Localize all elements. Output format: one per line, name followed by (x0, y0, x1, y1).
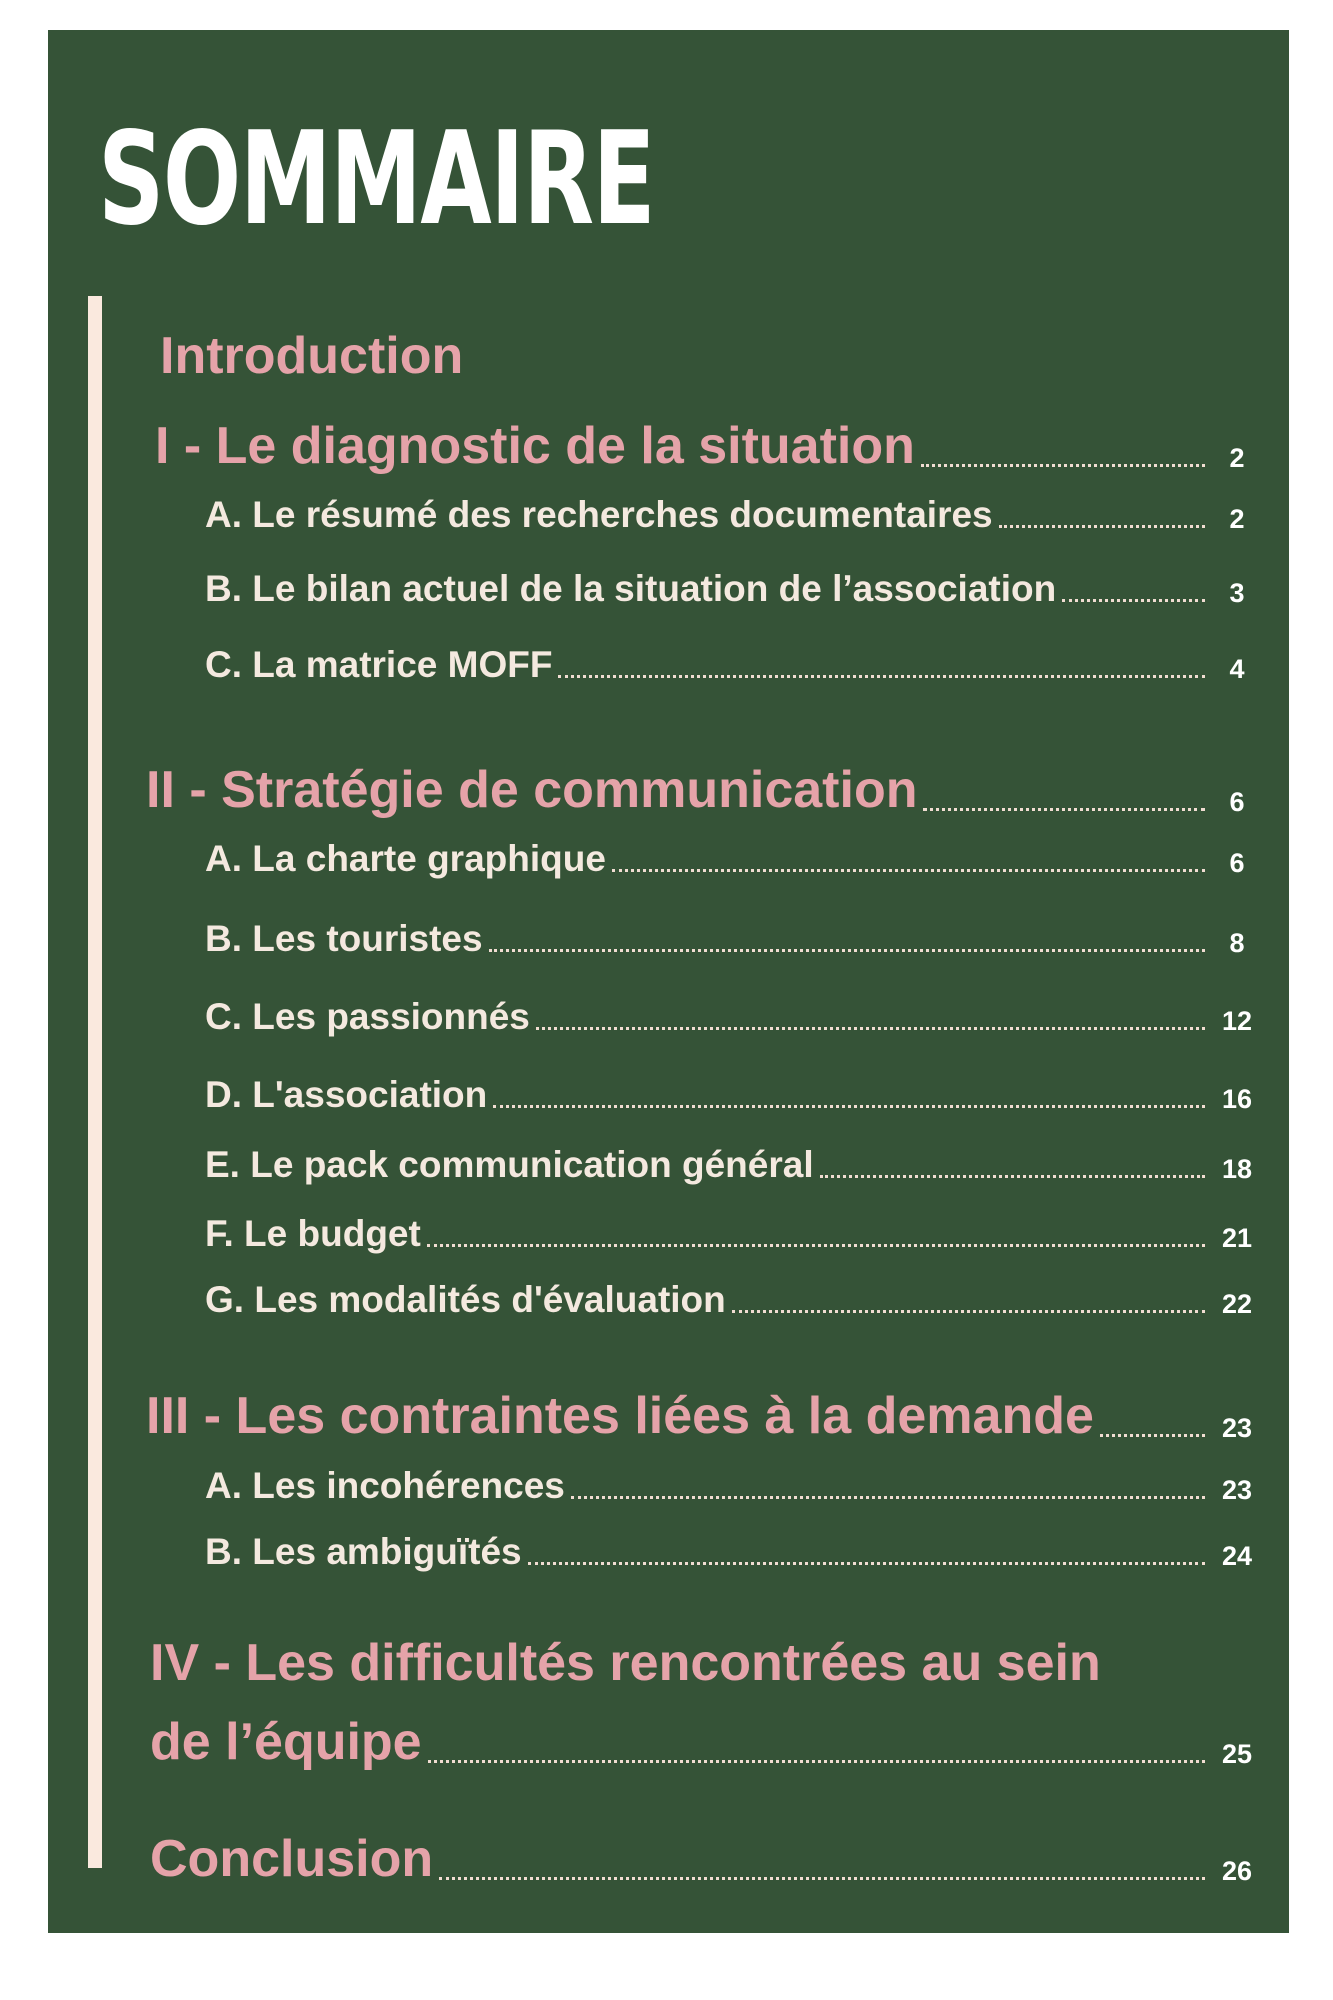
toc-entry-section-3[interactable] (146, 1387, 1255, 1445)
toc-entry-introduction[interactable] (160, 327, 1260, 385)
dot-leader (558, 675, 1205, 678)
toc-entry-label: A. Le résumé des recherches documentaires (205, 494, 993, 535)
toc-entry-section-2-b[interactable] (205, 920, 1255, 957)
page-number: 25 (1221, 1739, 1253, 1769)
dot-leader (923, 808, 1205, 811)
toc-entry-section-2-g[interactable] (205, 1281, 1255, 1318)
page-number: 8 (1229, 928, 1245, 958)
toc-entry-label: Conclusion (150, 1830, 434, 1888)
toc-entry-section-2[interactable] (146, 761, 1255, 819)
toc-entry-label: II - Stratégie de communication (146, 761, 918, 819)
toc-entry-section-2-d[interactable] (205, 1076, 1255, 1113)
dot-leader (732, 1310, 1205, 1313)
toc-entry-label: III - Les contraintes liées à la demande (146, 1387, 1094, 1445)
toc-entry-label: D. L'association (205, 1074, 488, 1115)
dot-leader (921, 464, 1205, 467)
dot-leader (427, 1244, 1205, 1247)
toc-entry-label: A. La charte graphique (205, 838, 606, 879)
page-title: SOMMAIRE (98, 105, 655, 254)
toc-entry-section-2-a[interactable] (205, 840, 1255, 877)
page-number: 23 (1221, 1413, 1253, 1443)
toc-entry-section-4-line-2[interactable] (150, 1713, 1255, 1771)
page-number: 6 (1229, 787, 1245, 817)
dot-leader (439, 1877, 1205, 1880)
summary-panel (48, 30, 1289, 1933)
page-number: 18 (1221, 1154, 1253, 1184)
page-number: 22 (1221, 1289, 1253, 1319)
page-number: 16 (1221, 1084, 1253, 1114)
decorative-vertical-bar (88, 296, 102, 1868)
dot-leader (528, 1562, 1205, 1565)
toc-entry-label: C. Les passionnés (205, 996, 530, 1037)
dot-leader (571, 1496, 1205, 1499)
toc-entry-section-2-f[interactable] (205, 1215, 1255, 1252)
toc-entry-label: F. Le budget (205, 1213, 421, 1254)
page-number: 26 (1221, 1856, 1253, 1886)
dot-leader (820, 1175, 1205, 1178)
toc-entry-label: B. Les touristes (205, 918, 483, 959)
dot-leader (612, 869, 1205, 872)
page-number: 21 (1221, 1223, 1253, 1253)
page-number: 23 (1221, 1475, 1253, 1505)
toc-entry-section-3-a[interactable] (205, 1467, 1255, 1504)
toc-entry-conclusion[interactable] (150, 1830, 1255, 1888)
toc-entry-label: de l’équipe (150, 1713, 422, 1771)
dot-leader (1100, 1434, 1205, 1437)
toc-entry-section-2-c[interactable] (205, 998, 1255, 1035)
page-number: 3 (1229, 578, 1245, 608)
toc-entry-section-2-e[interactable] (205, 1146, 1255, 1183)
dot-leader (493, 1105, 1205, 1108)
dot-leader (489, 949, 1205, 952)
toc-entry-label: B. Les ambiguïtés (205, 1531, 522, 1572)
dot-leader (1062, 599, 1205, 602)
page-number: 6 (1229, 848, 1245, 878)
page-number: 2 (1229, 443, 1245, 473)
toc-entry-label: E. Le pack communication général (205, 1144, 814, 1185)
dot-leader (999, 525, 1205, 528)
toc-entry-label: Introduction (160, 327, 464, 385)
toc-entry-section-1[interactable] (155, 417, 1255, 475)
page-number: 24 (1221, 1541, 1253, 1571)
toc-entry-section-1-b[interactable] (205, 570, 1255, 607)
toc-entry-section-4-line-1[interactable] (150, 1634, 1255, 1692)
toc-entry-label: C. La matrice MOFF (205, 644, 553, 685)
toc-entry-label: B. Le bilan actuel de la situation de l’association (205, 568, 1057, 609)
dot-leader (536, 1027, 1205, 1030)
toc-entry-section-1-c[interactable] (205, 646, 1255, 683)
toc-entry-section-1-a[interactable] (205, 496, 1255, 533)
toc-entry-label: I - Le diagnostic de la situation (155, 417, 915, 475)
page-number: 12 (1221, 1006, 1253, 1036)
page-number: 4 (1229, 654, 1245, 684)
dot-leader (428, 1760, 1205, 1763)
toc-entry-label: IV - Les difficultés rencontrées au sein (150, 1634, 1101, 1692)
page-number: 2 (1229, 504, 1245, 534)
toc-entry-section-3-b[interactable] (205, 1533, 1255, 1570)
toc-entry-label: G. Les modalités d'évaluation (205, 1279, 726, 1320)
toc-entry-label: A. Les incohérences (205, 1465, 565, 1506)
